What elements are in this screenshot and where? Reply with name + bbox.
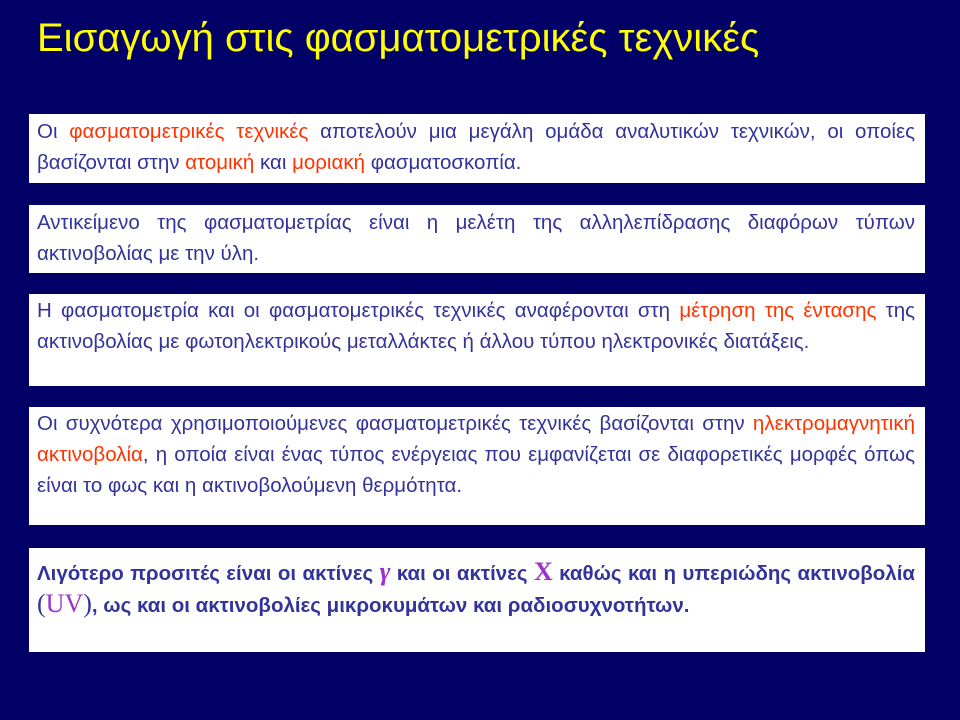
highlight-intensity-measurement: μέτρηση της έντασης [679, 299, 877, 322]
electromagnetic-text-1: Οι συχνότερα χρησιμοποιούμενες φασματομετρικές τεχνικές βασίζονται στην [37, 412, 753, 435]
text-box-object [29, 205, 925, 273]
less-accessible-text-2: και οι ακτίνες [390, 562, 534, 585]
text-box-intro [29, 114, 925, 183]
less-accessible-text-4: , ως και οι ακτινοβολίες μικροκυμάτων και ραδιοσυχνοτήτων. [91, 594, 690, 617]
uv-abbreviation [37, 589, 92, 618]
text-box-electromagnetic [29, 407, 925, 525]
x-symbol: X [533, 557, 553, 586]
object-text: Αντικείμενο της φασματομετρίας είναι η μελέτη της αλληλεπίδρασης διαφόρων τύπων ακτινοβολίας με την ύλη. [37, 211, 915, 265]
highlight-electromagnetic-radiation: ηλεκτρομαγνητική ακτινοβολία [37, 412, 915, 466]
uv-letters: UV [45, 589, 84, 618]
intro-text-2: αποτελούν μια μεγάλη ομάδα αναλυτικών τεχνικών, οι οποίες βασίζονται στην [37, 120, 915, 174]
slide-title: Εισαγωγή στις φασματομετρικές τεχνικές [37, 16, 760, 60]
uv-close-paren: ) [83, 589, 92, 618]
highlight-molecular: μοριακή [292, 151, 365, 174]
measurement-text-1: Η φασματομετρία και οι φασματομετρικές τεχνικές αναφέρονται στη [37, 299, 680, 322]
less-accessible-text-3: καθώς και η υπεριώδης ακτινοβολία [552, 562, 916, 585]
highlight-spectrometric-techniques: φασματομετρικές τεχνικές [69, 120, 309, 143]
gamma-symbol: γ [379, 557, 391, 586]
electromagnetic-text-2: , η οποία είναι ένας τύπος ενέργειας που εμφανίζεται σε διαφορετικές μορφές όπως είναι το φως και η ακτινοβολούμενη θερμότητα. [37, 443, 915, 497]
less-accessible-text-1: Λιγότερο προσιτές είναι οι ακτίνες [37, 562, 380, 585]
text-box-measurement [29, 294, 925, 386]
highlight-atomic: ατομική [185, 151, 255, 174]
text-box-less-accessible [29, 548, 925, 652]
measurement-text-2: της ακτινοβολίας με φωτοηλεκτρικούς μεταλλάκτες ή άλλου τύπου ηλεκτρονικές διατάξεις. [37, 299, 916, 353]
uv-open-paren: ( [37, 589, 46, 618]
intro-text-1: Οι [37, 120, 70, 143]
intro-text-3: και [254, 151, 293, 174]
intro-text-4: φασματοσκοπία. [365, 151, 522, 174]
